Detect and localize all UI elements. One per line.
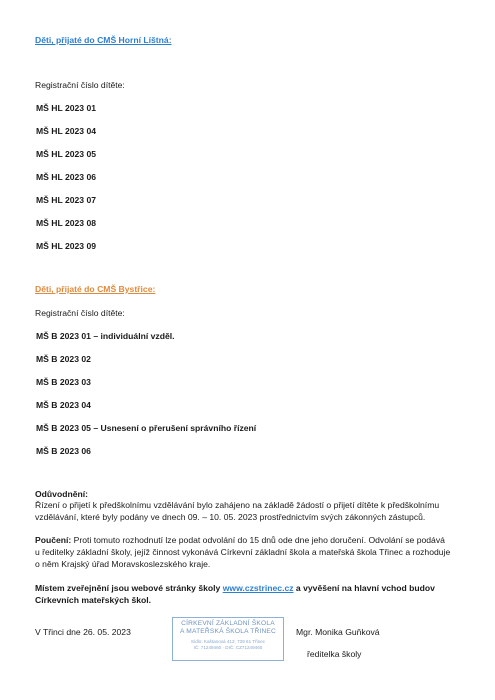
list-item: MŠ B 2023 02 <box>36 354 91 364</box>
instruction-line <box>35 535 445 546</box>
list-item: MŠ HL 2023 04 <box>36 126 97 136</box>
publication-line <box>35 583 435 594</box>
list-item: MŠ B 2023 04 <box>36 400 91 410</box>
school-stamp <box>172 617 284 661</box>
reasoning-line: Řízení o přijetí k předškolnímu vzdělávání bylo zahájeno na základě žádostí o přijetí dítěte k předškolnímu <box>35 500 440 510</box>
publication-prefix: Místem zveřejnění jsou webové stránky školy <box>35 583 223 593</box>
list-item: MŠ B 2023 01 – individuální vzděl. <box>36 331 175 341</box>
horni-listna-heading: Děti, přijaté do CMŠ Horní Líštná: <box>35 35 172 45</box>
list-item: MŠ B 2023 06 <box>36 446 91 456</box>
instruction-text: Proti tomuto rozhodnutí lze podat odvolání do 15 dnů ode dne jeho doručení. Odvolání se podává <box>71 535 445 545</box>
horni-listna-label: Registrační číslo dítěte: <box>35 80 125 90</box>
instruction-label: Poučení: <box>35 535 72 545</box>
stamp-line: IČ: 71249460 · DIČ: CZ71249460 <box>193 645 263 650</box>
instruction-line: u ředitelky základní školy, jejíž činnost vykonává Církevní základní škola a mateřská škola Třinec a rozhoduje <box>35 547 451 557</box>
signatory-name: Mgr. Monika Guňková <box>296 627 380 637</box>
list-item: MŠ HL 2023 01 <box>36 103 97 113</box>
publication-line: Církevních mateřských škol. <box>35 595 152 605</box>
signatory-title: ředitelka školy <box>307 649 362 659</box>
list-item: MŠ HL 2023 09 <box>36 241 97 251</box>
list-item: MŠ HL 2023 06 <box>36 172 97 182</box>
stamp-line: A MATEŘSKÁ ŠKOLA TŘINEC <box>180 628 276 635</box>
bystrice-label: Registrační číslo dítěte: <box>35 308 125 318</box>
reasoning-title: Odůvodnění: <box>35 489 88 499</box>
list-item: MŠ HL 2023 05 <box>36 149 97 159</box>
place-date: V Třinci dne 26. 05. 2023 <box>35 627 131 637</box>
reasoning-line: vzdělávání, které byly podány ve dnech 09. – 10. 05. 2023 prostřednictvím svých zákonných zástupců. <box>35 512 426 522</box>
list-item: MŠ HL 2023 07 <box>36 195 97 205</box>
list-item: MŠ B 2023 03 <box>36 377 91 387</box>
stamp-line: Sídlo: Kaštanová 412, 739 61 Třinec <box>190 639 266 644</box>
instruction-line: o něm Krajský úřad Moravskoslezského kraje. <box>35 559 211 569</box>
list-item: MŠ B 2023 05 – Usnesení o přerušení správního řízení <box>36 423 257 433</box>
bystrice-heading: Děti, přijaté do CMŠ Bystřice: <box>35 284 156 294</box>
stamp-line: CÍRKEVNÍ ZÁKLADNÍ ŠKOLA <box>181 620 275 627</box>
publication-suffix: a vyvěšení na hlavní vchod budov <box>293 583 435 593</box>
school-website-link[interactable]: www.czstrinec.cz <box>222 583 294 593</box>
list-item: MŠ HL 2023 08 <box>36 218 97 228</box>
